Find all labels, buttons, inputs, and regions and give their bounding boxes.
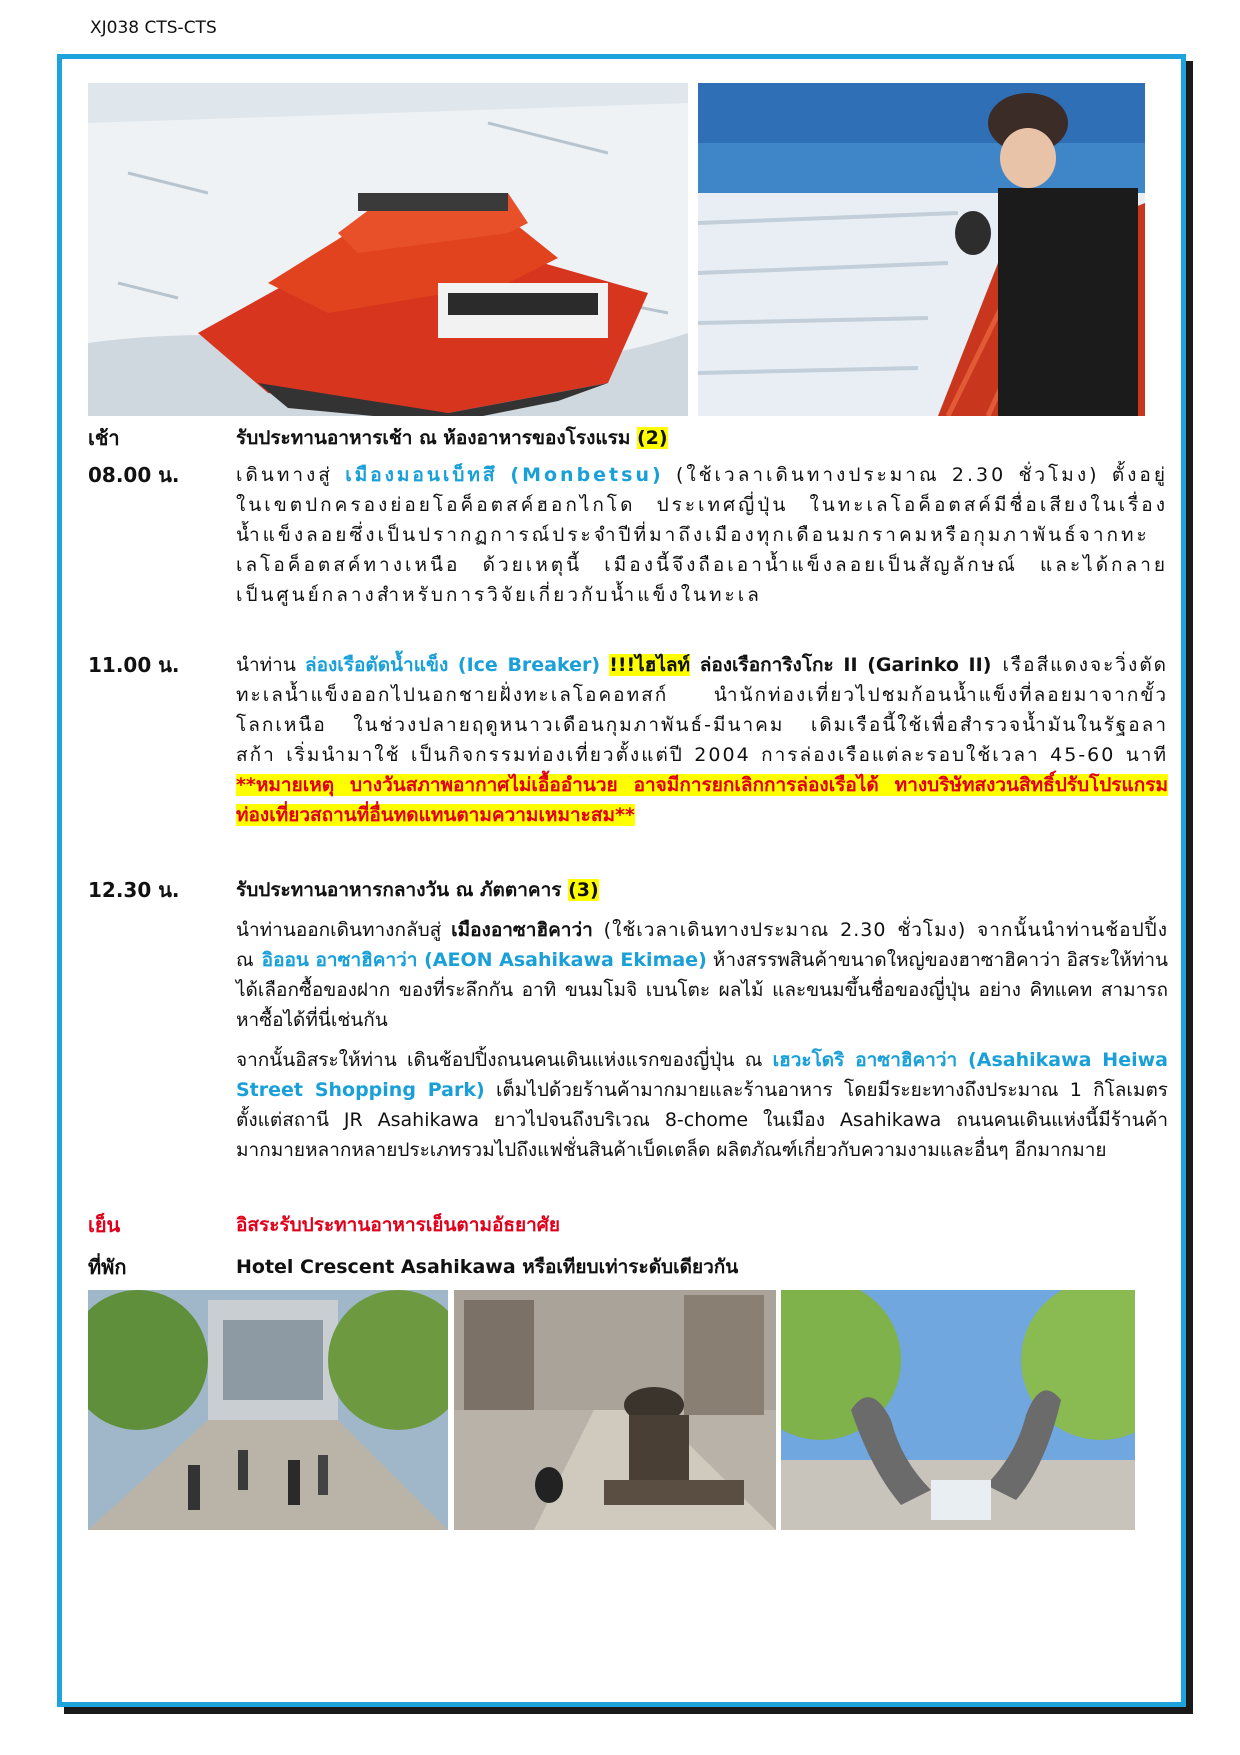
itinerary-1230: [88, 875, 1168, 909]
ice-breaker-paragraph: [236, 650, 1168, 830]
heiwa-street-photo: [88, 1290, 448, 1530]
hands-fountain-photo: [781, 1290, 1135, 1530]
hotel-name: Hotel Crescent Asahikawa: [236, 1256, 516, 1278]
ice-breaker-ship-photo: [88, 83, 688, 416]
breakfast-label: เช้า: [88, 426, 120, 450]
breakfast-text: รับประทานอาหารเช้า ณ ห้องอาหารของโรงแรม: [236, 427, 637, 449]
dinner-text: อิสระรับประทานอาหารเย็นตามอัธยาศัย: [236, 1214, 560, 1236]
heiwa-description: เต็มไปด้วยร้านค้ามากมายและร้านอาหาร โดยมีระยะทางถึงประมาณ 1 กิโลเมตรตั้งแต่สถานี JR Asahikawa ยาวไปจนถึงบริเวณ 8-chome ในเมือง Asahikawa ถนนคนเดินแห่งนี้มีร้านค้ามากมายหลากหลายประเภทรวมไปถึงแฟชั่นสินค้าเบ็ดเตล็ด ผลิตภัณฑ์เกี่ยวกับความงามและอื่นๆ อีกมากมาย: [236, 1079, 1168, 1161]
monbetsu-city-name: เมืองมอนเบ็ทสึ (Monbetsu): [345, 464, 664, 486]
garinko-title: ล่องเรือการิงโกะ II (Garinko II): [690, 654, 992, 676]
asahikawa-intro: นำท่านออกเดินทางกลับสู่: [236, 919, 452, 941]
breakfast-meal-number: (2): [636, 427, 668, 449]
monbetsu-description: (ใช้เวลาเดินทางประมาณ 2.30 ชั่วโมง) ตั้งอยู่ในเขตปกครองย่อยโอค็อตสค์ฮอกไกโด ประเทศญี่ปุ่น ในทะเลโอค็อตสค์มีชื่อเสียงในเรื่องน้ำแข็งลอยซึ่งเป็นปรากฏการณ์ประจำปีที่มาถึงเมืองทุกเดือนมกราคมหรือกุมภาพันธ์จากทะเลโอค็อตสค์ทางเหนือ ด้วยเหตุนี้ เมืองนี้จึงถือเอาน้ำแข็งลอยเป็นสัญลักษณ์ และได้กลายเป็นศูนย์กลางสำหรับการวิจัยเกี่ยวกับน้ำแข็งในทะเล: [236, 464, 1168, 606]
itinerary-1100: [88, 650, 1168, 880]
hotel-row: [88, 1252, 1168, 1286]
monbetsu-intro: เดินทางสู่: [236, 464, 346, 486]
ice-breaker-description: เรือสีแดงจะวิ่งตัดทะเลน้ำแข็งออกไปนอกชายฝั่งทะเลโอคอทสก์ นำนักท่องเที่ยวไปชมก้อนน้ำแข็งที่ลอยมาจากขั้วโลกเหนือ ในช่วงปลายฤดูหนาวเดือนกุมภาพันธ์-มีนาคม เดิมเรือนี้ใช้เพื่อสำรวจน้ำมันในรัฐอลาสก้า เริ่มนำมาใช้ เป็นกิจกรรมท่องเที่ยวตั้งแต่ปี 2004 การล่องเรือแต่ละรอบใช้เวลา 45-60 นาที: [236, 654, 1169, 766]
lunch-meal-number: (3): [568, 879, 599, 901]
asahikawa-paragraph: [236, 915, 1168, 1035]
lunch-text: รับประทานอาหารกลางวัน ณ ภัตตาคาร: [236, 879, 569, 901]
aeon-store-name: อิออน อาซาฮิคาว่า (AEON Asahikawa Ekimae): [261, 949, 707, 971]
asahikawa-city-name: เมืองอาซาฮิคาว่า: [451, 919, 593, 941]
ice-breaker-tour-name: ล่องเรือตัดน้ำแข็ง (Ice Breaker): [304, 654, 601, 676]
breakfast-row: [88, 423, 1168, 457]
time-label-1230: 12.30 น.: [88, 878, 180, 902]
dinner-label: เย็น: [88, 1213, 121, 1237]
heiwa-street-block: [88, 1045, 1168, 1205]
time-label-0800: 08.00 น.: [88, 463, 180, 487]
aeon-description: ห้างสรรพสินค้าขนาดใหญ่ของฮาซาฮิคาว่า อิสระให้ท่านได้เลือกซื้อของฝาก ของที่ระลึกกัน อาทิ ขนมโมจิ เบนโตะ ผลไม้ และขนมขึ้นชื่อของญี่ปุ่น อย่าง คิทแคท สามารถหาซื้อได้ที่นี่เช่นกัน: [236, 949, 1169, 1031]
statue-street-photo: [454, 1290, 776, 1530]
document-code: XJ038 CTS-CTS: [90, 18, 217, 38]
monbetsu-paragraph: [236, 460, 1168, 610]
highlight-badge: !!!ไฮไลท์: [609, 654, 691, 676]
heiwa-street-name: เฮวะโดริ อาซาฮิคาว่า (Asahikawa Heiwa Street Shopping Park): [236, 1049, 1168, 1101]
time-label-1100: 11.00 น.: [88, 653, 180, 677]
hotel-suffix: หรือเทียบเท่าระดับเดียวกัน: [515, 1256, 739, 1278]
ice-breaker-intro: นำท่าน: [236, 654, 305, 676]
hotel-label: ที่พัก: [88, 1255, 127, 1279]
dinner-row: [88, 1210, 1168, 1244]
itinerary-0800: [88, 460, 1168, 650]
cancellation-note: **หมายเหตุ บางวันสภาพอากาศไม่เอื้ออำนวย อาจมีการยกเลิกการล่องเรือได้ ทางบริษัทสงวนสิทธิ์ปรับโปรแกรมท่องเที่ยวสถานที่อื่นทดแทนตามความเหมาะสม**: [236, 774, 1168, 826]
passengers-on-deck-photo: [698, 83, 1145, 416]
heiwa-intro: จากนั้นอิสระให้ท่าน เดินช้อปปิ้งถนนคนเดินแห่งแรกของญี่ปุ่น ณ: [236, 1049, 773, 1071]
asahikawa-travel-time: (ใช้เวลาเดินทางประมาณ 2.30 ชั่วโมง) จากนั้นนำท่านช้อปปิ้ง ณ: [236, 919, 1168, 971]
heiwa-street-paragraph: [236, 1045, 1168, 1165]
asahikawa-block: [88, 915, 1168, 1040]
